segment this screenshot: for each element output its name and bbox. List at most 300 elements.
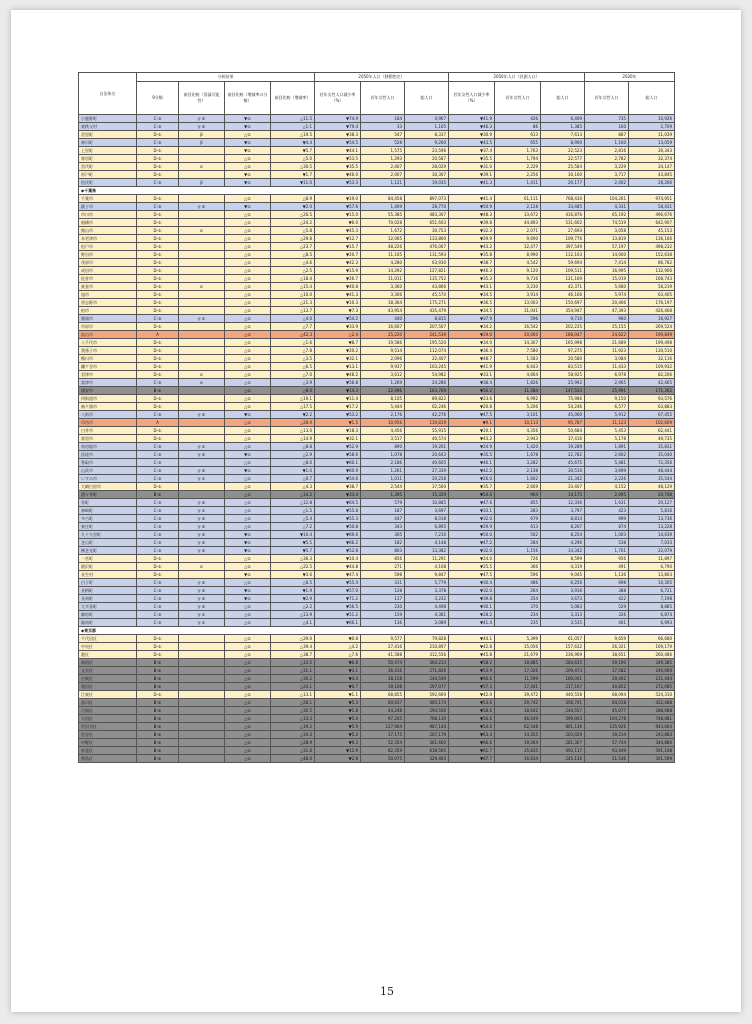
table-cell-young-pop-2050: 2,096 [361,355,405,363]
table-cell-name: 我孫子市 [79,347,137,355]
table-cell-prev-compare [179,651,225,659]
table-cell-young-rate-closed: ▼47.5 [449,571,495,579]
table-cell-young-pop-2050: 159 [361,611,405,619]
table-cell-young-pop-2050: 9,577 [361,635,405,643]
table-cell-name: 墨田区 [79,683,137,691]
table-row [79,547,675,555]
table-cell-rate-class: ▼① [225,467,271,475]
table-cell-prev-compare: γ-② [179,411,225,419]
table-cell-total-pop-2050: 768,130 [405,715,449,723]
table-cell-total-pop-2020: 2,709 [629,123,675,131]
table-cell-young-rate-closed: ▼50.0 [449,531,495,539]
table-cell-prev-rate: △28.9 [271,739,315,747]
table-cell-young-pop-closed: 1,763 [495,147,541,155]
table-cell-prev-compare [179,195,225,203]
table-cell-total-pop-2050: 361,660 [405,739,449,747]
table-cell-young-rate-closed: ▼53.6 [449,699,495,707]
table-cell-young-rate-2050: ▼20.7 [315,251,361,259]
table-cell-total-pop-2050: 131,593 [405,251,449,259]
table-cell-young-pop-2020: 13,819 [585,235,629,243]
table-cell-young-pop-closed: 2,071 [495,227,541,235]
table-cell-prev-compare: γ-① [179,443,225,451]
table-cell-total-pop-closed: 188,047 [541,331,585,339]
table-cell-total-pop-2050: 40,574 [405,435,449,443]
table-cell-rate-class: △① [225,747,271,755]
table-cell-total-pop-closed: 37,416 [541,435,585,443]
table-cell-total-pop-2050: 244,549 [405,675,449,683]
table-cell-prev-rate: △13.0 [271,427,315,435]
table-cell-total-pop-2050: 15,329 [405,491,449,499]
table-cell-total-pop-2050: 4,108 [405,563,449,571]
table-cell-young-rate-2050: △7.6 [315,651,361,659]
table-cell-young-pop-closed: 86 [495,123,541,131]
table-cell-young-pop-2020: 423 [585,507,629,515]
table-cell-prev-compare [179,491,225,499]
table-cell-young-pop-closed: 6,992 [495,395,541,403]
table-cell-rate-class: △① [225,339,271,347]
table-row [79,403,675,411]
table-cell-total-pop-closed: 147,553 [541,387,585,395]
table-cell-prev-rate: △38.7 [271,651,315,659]
table-cell-young-pop-2020: 68,094 [585,691,629,699]
table-cell-total-pop-2020: 20,748 [629,491,675,499]
table-cell-young-pop-closed: 2,943 [495,435,541,443]
table-cell-class: D-① [137,307,179,315]
table-cell-young-pop-2050: 9,937 [361,363,405,371]
table-cell-total-pop-2050: 45,570 [405,291,449,299]
table-cell-rate-class: △① [225,635,271,643]
table-cell-total-pop-2020: 42,465 [629,379,675,387]
population-table [78,72,675,763]
table-cell-young-pop-2050: 44,248 [361,707,405,715]
table-cell-young-pop-2020: 9,150 [585,395,629,403]
table-cell-rate-class: △① [225,283,271,291]
table-cell-young-rate-closed: ▼43.5 [449,139,495,147]
table-cell-young-rate-closed: ▼56.2 [449,387,495,395]
table-cell-young-rate-closed: ▼33.1 [449,507,495,515]
table-row [79,331,675,339]
table-cell-prev-compare [179,427,225,435]
table-cell-prev-compare [179,675,225,683]
table-cell-young-rate-2050: ▼33.4 [315,491,361,499]
table-cell-total-pop-2020: 11,897 [629,555,675,563]
table-cell-class: D-① [137,283,179,291]
table-cell-rate-class: △① [225,243,271,251]
table-cell-class: B-① [137,659,179,667]
table-cell-total-pop-2020: 243,883 [629,731,675,739]
table-cell-prev-compare: α [179,163,225,171]
table-row [79,611,675,619]
table-cell-total-pop-closed: 3,535 [541,619,585,627]
table-cell-prev-compare [179,403,225,411]
table-row [79,131,675,139]
table-cell-young-pop-closed: 29,742 [495,699,541,707]
table-cell-rate-class: △① [225,275,271,283]
table-cell-young-rate-closed: ▼50.9 [449,203,495,211]
table-cell-young-pop-2020: 37,582 [585,667,629,675]
table-cell-total-pop-2020: 32,116 [629,355,675,363]
table-cell-young-rate-closed: ▼24.9 [449,443,495,451]
table-cell-young-pop-2020: 39,214 [585,731,629,739]
table-cell-class: D-① [137,355,179,363]
table-cell-rate-class: △② [225,331,271,339]
table-cell-young-rate-2050: ▼53.5 [315,155,361,163]
table-cell-young-rate-2050: ▼5.9 [315,723,361,731]
header-group-2050-trend: 2050年人口（移動想定） [315,73,449,82]
table-cell-rate-class: △① [225,347,271,355]
table-row [79,643,675,651]
table-cell-young-pop-2050: 2,007 [361,171,405,179]
table-cell-total-pop-2050: 3,232 [405,595,449,603]
table-cell-young-pop-2020: 9,659 [585,635,629,643]
table-cell-young-rate-2050: ▼41.3 [315,291,361,299]
table-row [79,435,675,443]
table-cell-rate-class: ▼① [225,595,271,603]
table-cell-class: C-② [137,115,179,123]
table-cell-prev-rate: △6.5 [271,579,315,587]
table-cell-rate-class: △① [225,723,271,731]
table-cell-young-pop-closed: 5,399 [495,635,541,643]
table-cell-young-pop-closed: 502 [495,531,541,539]
table-cell-rate-class: △① [225,355,271,363]
table-cell-young-pop-2020: 2,782 [585,155,629,163]
table-cell-prev-compare [179,635,225,643]
table-cell-prev-rate: ▼4.4 [271,139,315,147]
table-cell-total-pop-closed: 150,697 [541,299,585,307]
table-cell-young-rate-2050: ▼6.0 [315,219,361,227]
table-cell-young-rate-2050: ▼2.8 [315,755,361,763]
table-cell-total-pop-closed: 109,511 [541,267,585,275]
table-cell-class: D-① [137,563,179,571]
table-cell-young-pop-2020: 11,123 [585,419,629,427]
table-cell-young-pop-closed: 9,716 [495,275,541,283]
table-row [79,411,675,419]
table-cell-young-rate-2050: ▼48.2 [315,371,361,379]
table-cell-rate-class: △① [225,691,271,699]
table-cell-total-pop-2020: 22,079 [629,547,675,555]
table-cell-total-pop-2020: 426,468 [629,307,675,315]
table-cell-prev-compare [179,643,225,651]
table-cell-young-rate-closed: ▼20.1 [449,427,495,435]
table-cell-prev-rate: △5.4 [271,515,315,523]
table-row [79,219,675,227]
table-cell-young-pop-2020: 104,261 [585,195,629,203]
table-cell-total-pop-2020: 34,147 [629,163,675,171]
table-cell-young-rate-closed: ▼66.6 [449,739,495,747]
table-cell-young-rate-2050: ▼66.2 [315,539,361,547]
table-cell-total-pop-2020: 7,198 [629,595,675,603]
table-cell-total-pop-closed: 20,580 [541,355,585,363]
table-cell-young-rate-2050: ▼19.0 [315,195,361,203]
table-cell-name: 東庄町 [79,523,137,531]
table-cell-prev-compare: γ-② [179,467,225,475]
table-cell-total-pop-closed: 95,787 [541,419,585,427]
table-cell-young-pop-closed: 613 [495,131,541,139]
table-cell-prev-rate: △7.0 [271,371,315,379]
table-cell-prev-compare [179,659,225,667]
prefecture-header-row [79,627,675,635]
table-cell-young-rate-2050: ▼74.9 [315,115,361,123]
table-cell-class: C-② [137,579,179,587]
table-cell-young-pop-closed: 17,326 [495,667,541,675]
table-cell-total-pop-2020: 35,544 [629,475,675,483]
table-cell-young-pop-2020: 388 [585,587,629,595]
table-cell-young-rate-closed: ▼37.4 [449,147,495,155]
table-cell-total-pop-closed: 30,510 [541,467,585,475]
prefecture-header-row [79,187,675,195]
table-cell-total-pop-closed: 6,409 [541,115,585,123]
table-cell-young-pop-2050: 48,226 [361,243,405,251]
table-cell-total-pop-closed: 9,710 [541,315,585,323]
table-cell-prev-rate: △48.0 [271,755,315,763]
table-cell-prev-rate: ▼2.2 [271,411,315,419]
table-cell-young-rate-2050: ▼58.6 [315,451,361,459]
table-cell-young-pop-2050: 440 [361,315,405,323]
table-cell-total-pop-2020: 28,266 [629,179,675,187]
table-cell-class: A [137,331,179,339]
table-cell-young-rate-closed: ▼67.7 [449,755,495,763]
table-cell-rate-class: ▼① [225,139,271,147]
table-cell-young-pop-closed: 855 [495,499,541,507]
table-cell-name: 市原市 [79,323,137,331]
table-cell-name: 習志野市 [79,299,137,307]
table-cell-total-pop-2020: 130,510 [629,347,675,355]
table-cell-young-rate-2050: ▼9.3 [315,739,361,747]
table-cell-young-pop-2020: 24,622 [585,331,629,339]
header-young-pop-closed: 若年女性人口 [495,82,541,115]
table-cell-class: D-① [137,395,179,403]
table-cell-prev-rate: △28.1 [271,699,315,707]
table-cell-name: 台東区 [79,675,137,683]
table-cell-young-rate-closed: ▼41.9 [449,115,495,123]
table-cell-prev-compare [179,419,225,427]
table-cell-prev-compare: γ-② [179,451,225,459]
table-cell-class: D-① [137,131,179,139]
table-cell-prev-compare [179,435,225,443]
table-cell-prev-rate: △30.2 [271,675,315,683]
table-cell-prev-compare: γ-② [179,515,225,523]
table-cell-young-pop-2020: 874 [585,523,629,531]
table-cell-prev-rate: △39.4 [271,643,315,651]
table-cell-name: 八街市 [79,411,137,419]
table-cell-total-pop-2050: 465,174 [405,699,449,707]
table-header [79,73,675,115]
table-cell-name: 南房総市 [79,443,137,451]
table-cell-prev-rate: △26.5 [271,211,315,219]
header-group-2020: 2020年 [585,73,675,82]
table-cell-young-pop-2020: 887 [585,131,629,139]
table-cell-young-pop-2050: 50,075 [361,755,405,763]
table-cell-rate-class: △① [225,307,271,315]
table-cell-young-rate-2050: ▼54.2 [315,315,361,323]
table-cell-young-pop-2050: 82,359 [361,747,405,755]
table-cell-young-pop-2050: 343 [361,523,405,531]
table-cell-young-pop-closed: 7,580 [495,347,541,355]
table-cell-young-pop-2020: 21,689 [585,339,629,347]
table-cell-young-pop-closed: 3,101 [495,411,541,419]
table-cell-total-pop-2020: 169,179 [629,643,675,651]
table-cell-name: 匝瑳市 [79,451,137,459]
table-cell-young-rate-closed: ▼34.5 [449,307,495,315]
table-cell-total-pop-closed: 8,814 [541,515,585,523]
table-cell-young-rate-closed: ▼35.3 [449,275,495,283]
table-cell-young-rate-closed: ▼36.5 [449,299,495,307]
table-cell-rate-class: △① [225,619,271,627]
table-cell-total-pop-2020: 748,081 [629,715,675,723]
table-cell-prev-rate: △24.1 [271,683,315,691]
table-cell-total-pop-2020: 272,085 [629,683,675,691]
table-cell-young-rate-2050: ▼4.4 [315,675,361,683]
table-cell-total-pop-closed: 5,083 [541,603,585,611]
table-cell-name: 江東区 [79,691,137,699]
table-cell-young-pop-2020: 3,717 [585,171,629,179]
table-cell-young-pop-2050: 447 [361,515,405,523]
table-cell-young-pop-closed: 4,542 [495,259,541,267]
table-cell-total-pop-closed: 30,160 [541,171,585,179]
table-cell-young-pop-2020: 16,995 [585,267,629,275]
table-cell-class: B-① [137,739,179,747]
table-cell-young-pop-2020: 422 [585,595,629,603]
table-cell-rate-class: △① [225,163,271,171]
table-cell-total-pop-2020: 498,232 [629,243,675,251]
table-cell-class: A [137,419,179,427]
table-cell-class: D-① [137,235,179,243]
table-cell-total-pop-2050: 55,915 [405,427,449,435]
table-cell-young-rate-closed: ▼23.6 [449,395,495,403]
table-cell-young-rate-2050: ▼57.6 [315,203,361,211]
table-row [79,491,675,499]
table-cell-young-pop-2050: 16,607 [361,323,405,331]
table-cell-young-rate-2050: ▼40.8 [315,283,361,291]
table-row [79,347,675,355]
table-cell-prev-compare [179,355,225,363]
table-cell-prev-rate: △13.9 [271,611,315,619]
header-prev-rate-class: 前回比較（増減率の分類） [225,82,271,115]
table-cell-total-pop-2020: 49,735 [629,435,675,443]
table-row [79,123,675,131]
table-cell-name: 中野区 [79,739,137,747]
table-cell-name: 長生村 [79,571,137,579]
table-cell-total-pop-2020: 20,127 [629,499,675,507]
table-cell-prev-compare: γ-② [179,123,225,131]
header-group-analysis: 分析結果 [137,73,315,82]
table-cell-young-rate-closed: ▼33.1 [449,371,495,379]
table-cell-young-rate-2050: ▼64.5 [315,499,361,507]
table-cell-name: 千葉市 [79,195,137,203]
table-cell-prev-rate: △2.2 [271,603,315,611]
table-cell-prev-compare: γ-② [179,523,225,531]
table-cell-young-pop-closed: 2,256 [495,171,541,179]
table-cell-prev-compare: α [179,371,225,379]
header-prev-compare: 前回比較（消滅可能性） [179,82,225,115]
table-cell-total-pop-2020: 35,040 [629,451,675,459]
table-row [79,371,675,379]
table-cell-class: D-① [137,155,179,163]
table-cell-rate-class: △① [225,699,271,707]
table-cell-young-pop-closed: 62,548 [495,723,541,731]
table-cell-total-pop-2050: 28,770 [405,203,449,211]
table-cell-young-pop-2020: 11,923 [585,347,629,355]
table-cell-total-pop-2020: 63,405 [629,291,675,299]
table-cell-young-pop-2050: 3,360 [361,283,405,291]
table-cell-prev-compare [179,219,225,227]
table-cell-prev-rate: △8.0 [271,459,315,467]
table-cell-young-pop-2050: 27,416 [361,643,405,651]
table-cell-total-pop-2020: 152,638 [629,251,675,259]
table-cell-total-pop-2050: 294,556 [405,707,449,715]
table-row [79,147,675,155]
table-cell-prev-compare [179,259,225,267]
table-cell-class: B-① [137,715,179,723]
table-cell-total-pop-2020: 67,455 [629,411,675,419]
table-cell-total-pop-2020: 974,951 [629,195,675,203]
table-cell-total-pop-2050: 23,596 [405,147,449,155]
table-cell-prev-rate: ▼5.7 [271,547,315,555]
table-cell-rate-class: △① [225,499,271,507]
table-row [79,267,675,275]
table-row [79,499,675,507]
table-cell-young-pop-2050: 52,354 [361,739,405,747]
table-cell-young-pop-2050: 3,612 [361,371,405,379]
table-cell-total-pop-closed: 397,549 [541,243,585,251]
table-cell-prev-rate: △14.2 [271,491,315,499]
table-cell-prev-compare: γ-② [179,547,225,555]
table-cell-total-pop-closed: 7,613 [541,131,585,139]
table-row [79,379,675,387]
table-cell-young-pop-closed: 679 [495,515,541,523]
table-cell-class: C-② [137,459,179,467]
header-young-rate-closed: 若年女性人口減少率（%） [449,82,495,115]
table-cell-young-rate-closed: ▼44.1 [449,635,495,643]
table-cell-prev-rate: ▼5.7 [271,147,315,155]
table-cell-prev-rate: ▼3.6 [271,571,315,579]
table-cell-name: 木更津市 [79,235,137,243]
table-cell-prev-compare [179,691,225,699]
table-cell-name: 千代田区 [79,635,137,643]
table-cell-rate-class: ▼① [225,147,271,155]
table-cell-young-pop-2020: 326 [585,611,629,619]
table-cell-young-pop-closed: 655 [495,139,541,147]
table-cell-total-pop-2050: 79,828 [405,635,449,643]
table-cell-class: D-① [137,251,179,259]
table-cell-young-pop-2020: 1,891 [585,443,629,451]
table-cell-total-pop-2020: 30,343 [629,147,675,155]
table-cell-total-pop-2050: 987,144 [405,723,449,731]
table-cell-young-pop-2020: 2,402 [585,179,629,187]
table-cell-total-pop-2050: 54,982 [405,371,449,379]
table-cell-young-rate-closed: ▼38.4 [449,379,495,387]
table-cell-rate-class: ▼① [225,171,271,179]
table-cell-prev-rate: △23.7 [271,243,315,251]
table-cell-young-rate-closed: ▼24.0 [449,555,495,563]
table-cell-class: D-① [137,691,179,699]
table-cell-rate-class: △① [225,643,271,651]
table-cell-total-pop-2020: 13,736 [629,515,675,523]
table-cell-total-pop-closed: 209,473 [541,667,585,675]
table-cell-class: C-② [137,443,179,451]
table-cell-prev-compare: α [179,563,225,571]
table-row [79,195,675,203]
table-cell-young-pop-2050: 1,261 [361,467,405,475]
table-cell-young-pop-2050: 22,096 [361,387,405,395]
table-cell-young-pop-2020: 3,699 [585,467,629,475]
table-cell-total-pop-2020: 14,639 [629,531,675,539]
table-cell-young-pop-2020: 1,136 [585,571,629,579]
table-cell-young-rate-2050: ▼1.8 [315,707,361,715]
table-cell-prev-compare [179,747,225,755]
table-cell-total-pop-closed: 531,602 [541,219,585,227]
table-cell-young-pop-2050: 50,474 [361,659,405,667]
